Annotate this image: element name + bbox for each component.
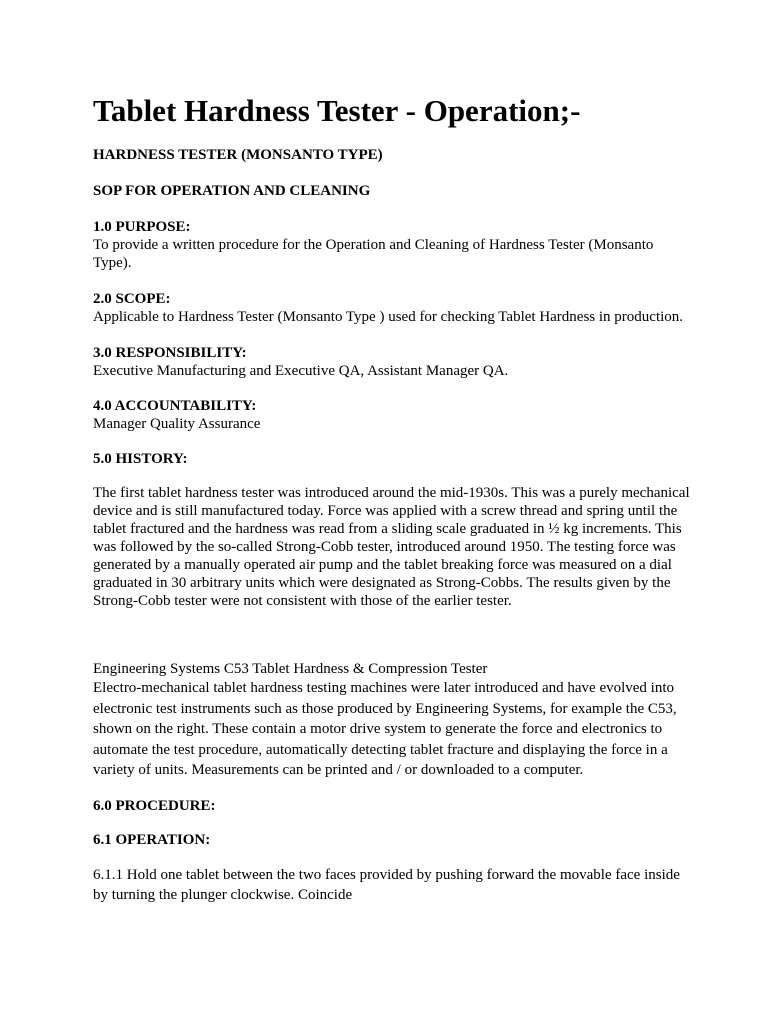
- section-engineering-systems: [93, 660, 693, 781]
- document-subtitle-sop: SOP FOR OPERATION AND CLEANING: [93, 183, 371, 199]
- accountability-heading: 4.0 ACCOUNTABILITY:: [93, 398, 257, 414]
- section-history: [93, 450, 693, 610]
- history-heading: 5.0 HISTORY:: [93, 451, 188, 467]
- purpose-heading: 1.0 PURPOSE:: [93, 219, 191, 235]
- document-subtitle-equipment: HARDNESS TESTER (MONSANTO TYPE): [93, 147, 383, 163]
- scope-text: Applicable to Hardness Tester (Monsanto Type ) used for checking Tablet Hardness in production.: [93, 309, 684, 325]
- section-accountability: [93, 397, 693, 433]
- purpose-text: To provide a written procedure for the Operation and Cleaning of Hardness Tester (Monsanto Type).: [93, 237, 654, 271]
- responsibility-heading: 3.0 RESPONSIBILITY:: [93, 345, 247, 361]
- document-title: Tablet Hardness Tester - Operation;-: [93, 93, 581, 128]
- engineering-caption: Engineering Systems C53 Tablet Hardness & Compression Tester: [93, 661, 488, 677]
- history-text: The first tablet hardness tester was introduced around the mid-1930s. This was a purely mechanical device and is still manufactured today. Force was applied with a screw thread and spring until the tablet fractured and the hardness was read from a sliding scale graduated in ½ kg increments. This was followed by the so-called Strong-Cobb tester, introduced around 1950. The testing force was generated by a manually operated air pump and the tablet breaking force was measured on a dial graduated in 30 arbitrary units which were designated as Strong-Cobbs. The results given by the Strong-Cobb tester were not consistent with those of the earlier tester.: [93, 485, 690, 609]
- procedure-heading: 6.0 PROCEDURE:: [93, 797, 216, 814]
- operation-text: 6.1.1 Hold one tablet between the two faces provided by pushing forward the movable face inside by turning the plunger clockwise. Coincide: [93, 866, 680, 903]
- engineering-text: Electro-mechanical tablet hardness testing machines were later introduced and have evolved into electronic test instruments such as those produced by Engineering Systems, for example the C53, shown on the right. These contain a motor drive system to generate the force and electronics to automate the test procedure, automatically detecting tablet fracture and displaying the force in a variety of units. Measurements can be printed and / or downloaded to a computer.: [93, 680, 677, 778]
- section-scope: [93, 290, 693, 326]
- accountability-text: Manager Quality Assurance: [93, 416, 261, 432]
- section-purpose: [93, 218, 693, 272]
- scope-heading: 2.0 SCOPE:: [93, 291, 171, 307]
- document-page: [93, 92, 693, 906]
- responsibility-text: Executive Manufacturing and Executive QA, Assistant Manager QA.: [93, 363, 509, 379]
- section-responsibility: [93, 344, 693, 380]
- operation-heading: 6.1 OPERATION:: [93, 831, 211, 848]
